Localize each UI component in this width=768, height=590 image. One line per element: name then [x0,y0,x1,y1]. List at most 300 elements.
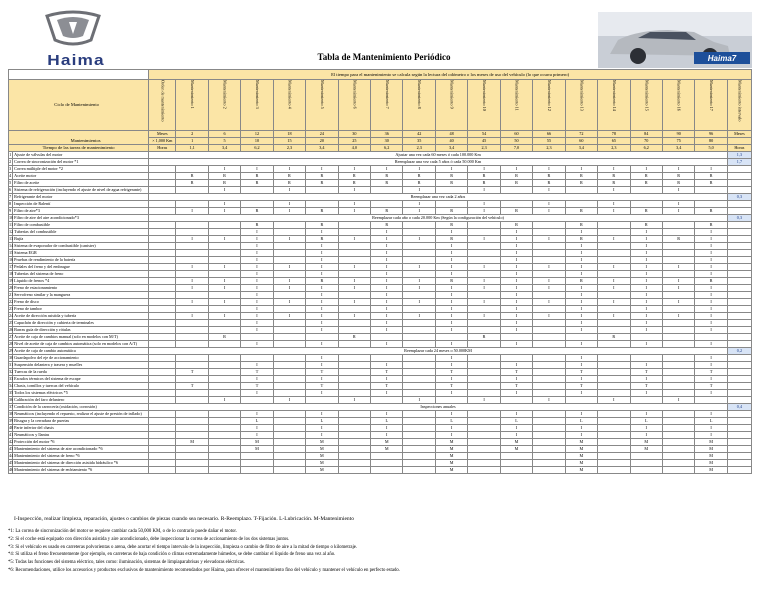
row-number: 2 [9,159,12,164]
row-cell [662,341,694,348]
row-cell: I [468,236,500,243]
row-cell [273,453,305,460]
row-number: 24 [9,313,14,318]
row-cell: I [371,229,403,236]
row-cell: I [241,236,273,243]
row-cell: I [598,299,630,306]
row-cell: I [371,327,403,334]
row-cell [208,306,240,313]
row-cell: I [565,243,597,250]
row-cell [273,432,305,439]
table-row [9,341,752,348]
row-cell [468,439,500,446]
row-cell [598,229,630,236]
row-cell [403,306,435,313]
row-cell: I [338,201,370,208]
row-order-cell [149,166,176,173]
row-cell: I [273,201,305,208]
row-cell: I [208,313,240,320]
row-hours [727,334,751,341]
row-item: Tuberías del sistema de freno [13,271,149,278]
row-cell: R [435,208,467,215]
row-cell [371,355,403,362]
row-hours [727,271,751,278]
row-cell: I [630,236,662,243]
row-cell: I [241,306,273,313]
row-cell [273,243,305,250]
meses-value: 36 [371,131,403,138]
row-cell: T [176,383,208,390]
row-order-cell [149,250,176,257]
row-cell: I [565,292,597,299]
row-cell: I [306,376,338,383]
row-cell [695,397,727,404]
row-cell: I [273,278,305,285]
meses-value: 18 [273,131,305,138]
row-cell: I [598,278,630,285]
row-item: Aceite de dirección asistida y tubería [13,313,149,320]
row-cell: R [565,278,597,285]
legend-text: I-Inspección, realizar limpieza, reparación, ajustes o cambios de piezas cuando sea necesario. R-Reemplazo. T-Fijación. L-Lubricación. M-Mantenimiento [14,516,354,522]
row-cell: I [208,187,240,194]
row-cell: I [241,341,273,348]
row-item: Freno de disco [13,299,149,306]
row-cell: I [565,166,597,173]
row-cell [371,453,403,460]
row-cell: R [500,208,532,215]
row-cell [662,327,694,334]
row-cell [208,390,240,397]
row-cell: I [208,397,240,404]
row-cell: I [403,201,435,208]
col-head-13 [565,80,597,131]
row-cell [403,446,435,453]
row-cell: I [662,278,694,285]
row-order-cell [149,264,176,271]
row-hours [727,383,751,390]
row-cell: M [435,453,467,460]
row-cell [435,187,467,194]
row-cell [273,362,305,369]
row-cell: I [630,376,662,383]
km-label: × 1,000 Km [149,138,176,145]
table-row [9,201,752,208]
row-cell [273,460,305,467]
row-cell [241,201,273,208]
row-hours: 0,2 [727,348,751,355]
row-cell: I [241,313,273,320]
row-cell: I [241,327,273,334]
row-cell: I [176,236,208,243]
row-cell: I [435,306,467,313]
km-value: 1 [176,138,208,145]
row-cell: I [598,208,630,215]
row-number: 18 [9,271,14,276]
row-cell: I [306,432,338,439]
row-cell [176,243,208,250]
row-cell [435,334,467,341]
row-cell: M [630,439,662,446]
row-cell: R [630,173,662,180]
row-cell [338,467,370,474]
row-cell [662,418,694,425]
row-cell [468,453,500,460]
row-cell [662,425,694,432]
row-cell [435,397,467,404]
row-cell: I [533,397,565,404]
row-item: Aceite de caja de cambio automática [13,348,149,355]
row-cell [338,222,370,229]
row-cell: I [695,299,727,306]
row-cell [598,425,630,432]
km-value: 35 [403,138,435,145]
meses-value: 96 [695,131,727,138]
horas-value: 6,2 [241,145,273,152]
row-hours [727,425,751,432]
row-item: Sistema de evaporador de combustible (canister) [13,243,149,250]
row-cell [533,222,565,229]
row-cell: M [565,446,597,453]
col-head-2-text: Mantenimiento 2 [222,80,228,109]
meses-value: 84 [630,131,662,138]
row-cell: I [500,320,532,327]
row-cell [533,460,565,467]
horas-value: 1,1 [176,145,208,152]
row-cell: R [273,173,305,180]
row-cell [598,418,630,425]
row-cell [371,334,403,341]
row-number: 20 [9,285,14,290]
row-hours: 0,3 [727,215,751,222]
row-cell [533,453,565,460]
row-cell [273,327,305,334]
row-cell: I [208,285,240,292]
meses-value: 48 [435,131,467,138]
row-cell: R [306,278,338,285]
row-cell: I [306,327,338,334]
row-cell [403,390,435,397]
row-cell: I [565,229,597,236]
row-order-cell [149,362,176,369]
row-cell: I [468,397,500,404]
row-cell [176,467,208,474]
km-value: 70 [630,138,662,145]
row-order-cell [149,467,176,474]
row-cell: I [565,306,597,313]
row-cell [208,222,240,229]
row-cell: R [630,180,662,187]
row-cell [273,334,305,341]
row-cell: I [695,411,727,418]
row-cell: R [306,208,338,215]
row-cell: I [403,299,435,306]
row-cell [176,390,208,397]
row-item: Tuberías del combustible [13,229,149,236]
row-cell [598,432,630,439]
row-cell: R [435,222,467,229]
row-cell: I [435,243,467,250]
row-cell: I [435,229,467,236]
row-cell [208,327,240,334]
row-cell [533,439,565,446]
row-cell: I [565,327,597,334]
row-cell: I [306,320,338,327]
row-cell [338,425,370,432]
row-cell: M [435,467,467,474]
row-cell: I [338,264,370,271]
row-cell [533,418,565,425]
row-cell [468,341,500,348]
row-number: 31 [9,362,14,367]
row-cell: R [306,180,338,187]
row-cell: I [306,411,338,418]
row-cell: R [306,222,338,229]
row-cell: I [371,285,403,292]
row-item: Freno de estacionamiento [13,285,149,292]
row-cell [565,397,597,404]
row-number: 8 [9,201,12,206]
row-cell [176,362,208,369]
table-row [9,243,752,250]
row-cell [176,334,208,341]
row-order-cell [149,299,176,306]
row-cell [273,390,305,397]
row-cell [403,292,435,299]
row-cell [598,439,630,446]
row-cell: M [435,460,467,467]
row-span-note: Reemplazar una vez cada 2 años [149,194,728,201]
row-hours [727,369,751,376]
row-cell [338,306,370,313]
table-row [9,432,752,439]
row-cell [403,439,435,446]
row-item: Calibración del faro delantero [13,397,149,404]
table-row [9,250,752,257]
row-item: Escudos térmicos del sistema de escape [13,376,149,383]
table-row [9,425,752,432]
row-cell: I [565,299,597,306]
row-cell: I [468,299,500,306]
row-cell [176,376,208,383]
row-item: Parte inferior del chasis [13,425,149,432]
row-cell: I [306,299,338,306]
row-cell: R [338,180,370,187]
row-cell: I [565,376,597,383]
row-order-cell [149,439,176,446]
horas-row [9,145,752,152]
row-cell: I [662,166,694,173]
row-cell: L [241,418,273,425]
row-cell [468,369,500,376]
row-cell [338,243,370,250]
row-cell [533,257,565,264]
row-cell [598,376,630,383]
row-item: Pruebas de rendimiento de la batería [13,257,149,264]
row-cell [403,355,435,362]
row-cell [241,187,273,194]
row-cell [662,460,694,467]
row-cell: I [500,362,532,369]
row-cell: I [338,166,370,173]
horas-label: Horas [149,145,176,152]
row-number: 28 [9,341,14,346]
row-cell [241,334,273,341]
horas-value: 6,2 [371,145,403,152]
row-cell [403,222,435,229]
row-cell: I [208,278,240,285]
row-hours [727,460,751,467]
row-cell: I [306,166,338,173]
row-cell: R [565,208,597,215]
row-order-cell [149,208,176,215]
row-cell [468,390,500,397]
car-badge: Haima7 [707,54,737,63]
row-cell [533,334,565,341]
row-cell [176,460,208,467]
row-cell [630,334,662,341]
row-cell: I [468,285,500,292]
row-cell [403,376,435,383]
row-item: Todos los sistemas eléctricos *5 [13,390,149,397]
meses-value: 66 [533,131,565,138]
row-cell [565,334,597,341]
row-hours: 1,3 [727,152,751,159]
row-cell [533,341,565,348]
row-cell [338,229,370,236]
row-item: Mantenimiento del sistema de enfriamiento *6 [13,467,149,474]
row-cell [338,341,370,348]
meses-value: 2 [176,131,208,138]
row-cell: M [565,460,597,467]
row-hours [727,173,751,180]
row-cell: I [435,285,467,292]
row-number: 25 [9,320,14,325]
row-cell [371,201,403,208]
row-number: 38 [9,411,14,416]
row-cell [371,467,403,474]
row-cell: I [241,250,273,257]
row-cell: I [241,320,273,327]
row-order-cell [149,418,176,425]
row-cell [273,383,305,390]
row-cell: I [662,201,694,208]
row-cell [662,271,694,278]
row-number: 27 [9,334,14,339]
row-cell: I [241,390,273,397]
row-cell: I [241,299,273,306]
row-cell [533,390,565,397]
row-cell: I [338,299,370,306]
row-order-cell [149,229,176,236]
row-cell: I [273,166,305,173]
row-hours [727,208,751,215]
row-cell: I [371,264,403,271]
row-number: 12 [9,229,14,234]
table-row [9,418,752,425]
row-span-note: Reemplazar cada 24 meses o 50.000KM [149,348,728,355]
row-cell [468,432,500,439]
row-cell [598,341,630,348]
row-cell: I [695,257,727,264]
row-number: 16 [9,257,14,262]
row-cell [176,292,208,299]
table-row [9,257,752,264]
row-cell: M [241,446,273,453]
row-number: 40 [9,425,14,430]
row-cell: I [241,243,273,250]
row-cell: I [241,362,273,369]
col-head-17-text: Mantenimiento 17 [709,80,715,111]
row-hours [727,390,751,397]
table-row [9,369,752,376]
row-cell: I [468,187,500,194]
row-cell: R [306,173,338,180]
table-row [9,446,752,453]
row-cell [565,187,597,194]
row-order-cell [149,222,176,229]
row-cell: I [241,264,273,271]
row-number: 22 [9,299,14,304]
row-cell: I [500,327,532,334]
row-cell [208,250,240,257]
haima-emblem-icon [43,10,103,48]
row-cell: R [435,278,467,285]
row-cell: I [306,292,338,299]
row-cell: I [176,313,208,320]
table-row [9,334,752,341]
row-cell: I [662,285,694,292]
row-cell: I [630,411,662,418]
row-cell [273,446,305,453]
km-value: 80 [695,138,727,145]
table-row [9,313,752,320]
row-cell: M [306,453,338,460]
row-number: 5 [9,180,12,185]
row-cell: I [371,299,403,306]
row-hours [727,292,751,299]
row-cell: R [500,173,532,180]
row-cell [273,306,305,313]
row-cell [403,432,435,439]
row-cell: I [338,187,370,194]
meses-last: Meses [727,131,751,138]
row-cell: I [565,320,597,327]
table-row [9,390,752,397]
row-cell: M [695,446,727,453]
table-row [9,404,752,411]
row-number: 19 [9,278,14,283]
row-cell: I [695,362,727,369]
row-cell [500,334,532,341]
meses-value: 12 [241,131,273,138]
row-cell [598,327,630,334]
row-cell: I [306,306,338,313]
row-cell [598,257,630,264]
km-value: 40 [435,138,467,145]
row-cell [533,250,565,257]
row-cell [598,411,630,418]
horas-block-label: Tiempo de las tareas de mantenimiento [9,145,149,152]
row-cell [208,453,240,460]
km-value: 55 [533,138,565,145]
row-item: Filtro de combustible [13,222,149,229]
row-cell [371,397,403,404]
row-cell: M [695,439,727,446]
row-cell: I [662,264,694,271]
row-order-cell [149,411,176,418]
row-number: 13 [9,236,14,241]
table-row [9,264,752,271]
